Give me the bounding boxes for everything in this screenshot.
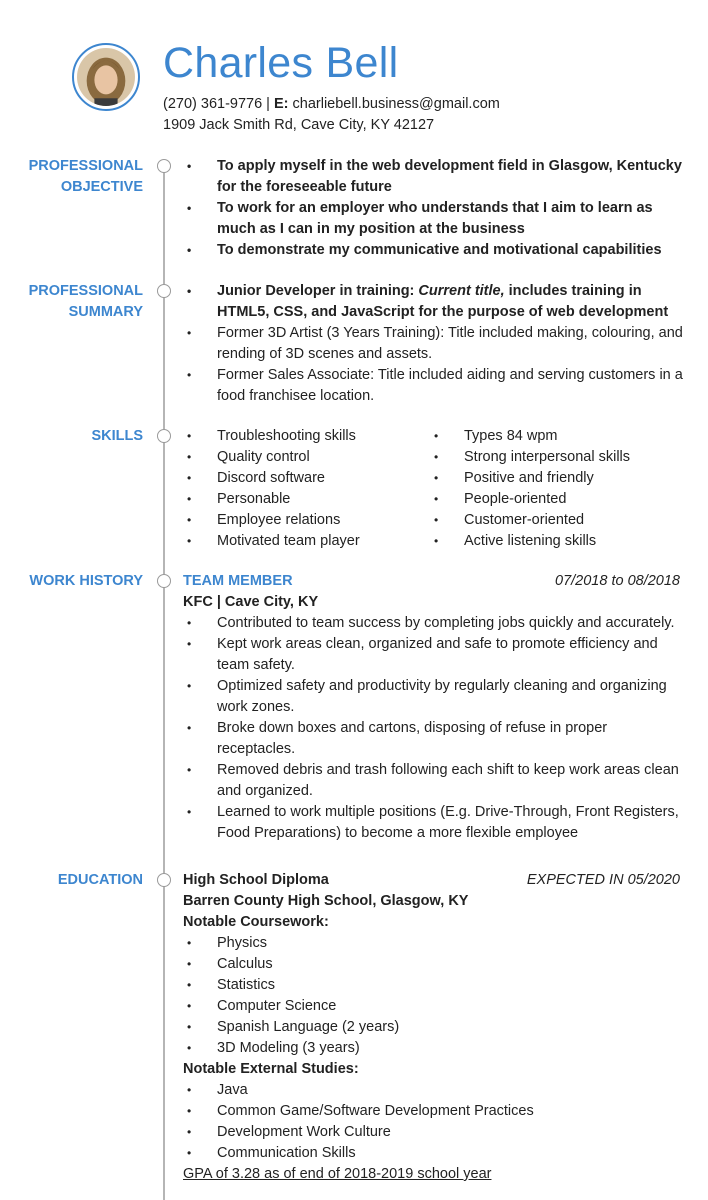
job-header [183,571,680,592]
list-item: • Positive and friendly [430,468,680,489]
work-duties-list [183,613,680,844]
timeline-node-skills [157,429,171,443]
section-label-education: EDUCATION [57,872,143,888]
list-item: • To work for an employer who understands that I aim to learn as much as I can in my position at the business [183,198,683,240]
label-line: OBJECTIVE [60,179,143,195]
label-line: PROFESSIONAL [28,283,143,299]
summary-current-title: Current title, [418,283,505,299]
coursework-heading: Notable Coursework: [183,914,329,930]
section-label-objective [29,156,143,198]
list-item: • Motivated team player [183,531,433,552]
expected-date: EXPECTED IN 05/2020 [526,872,680,888]
education-header [183,870,680,891]
label-line: PROFESSIONAL [28,158,143,174]
coursework-list [183,933,680,1059]
list-item: • Troubleshooting skills [183,426,433,447]
email-address[interactable]: charliebell.business@gmail.com [288,96,500,112]
employer: KFC | Cave City, KY [183,594,319,610]
job-title: TEAM MEMBER [183,573,293,589]
summary-role-desc: includes training in HTML5, CSS, and JavaScript for the purpose of web development [217,283,669,320]
contact-phone-email [163,96,500,112]
list-item: • Former 3D Artist (3 Years Training): Title included making, colouring, and rending of 3D scenes and assets. [183,323,683,365]
school: Barren County High School, Glasgow, KY [183,893,469,909]
skills-content [183,426,683,556]
list-item: • Java [183,1080,680,1101]
list-item: • Strong interpersonal skills [430,447,680,468]
external-studies-list [183,1080,680,1164]
education-content [183,870,680,1185]
timeline-node-work [157,574,171,588]
work-content [183,571,680,844]
list-item: • Learned to work multiple positions (E.g. Drive-Through, Front Registers, Food Preparations) to become a more flexible employee [183,802,680,844]
summary-list [183,281,683,407]
list-item: • Communication Skills [183,1143,680,1164]
list-item: • Former Sales Associate: Title included aiding and serving customers in a food franchisee location. [183,365,683,407]
list-item: • Computer Science [183,996,680,1017]
skills-right-list [430,426,680,552]
list-item [183,281,683,323]
list-item: • Customer-oriented [430,510,680,531]
list-item: • Broke down boxes and cartons, disposing of refuse in proper receptacles. [183,718,680,760]
list-item: • Personable [183,489,433,510]
list-item: • Common Game/Software Development Practices [183,1101,680,1122]
profile-photo-image [77,48,135,106]
candidate-name: Charles Bell [163,39,399,87]
list-item: • Development Work Culture [183,1122,680,1143]
skills-left-list [183,426,433,552]
summary-content [183,281,683,407]
section-label-skills: SKILLS [91,428,143,444]
list-item: • Discord software [183,468,433,489]
list-item: • Kept work areas clean, organized and safe to promote efficiency and team safety. [183,634,680,676]
list-item: • Physics [183,933,680,954]
section-label-work: WORK HISTORY [29,573,143,589]
email-label: E: [273,96,289,112]
degree: High School Diploma [183,872,329,888]
list-item: • Employee relations [183,510,433,531]
list-item: • Quality control [183,447,433,468]
timeline-line [163,166,165,1200]
list-item: • Removed debris and trash following each shift to keep work areas clean and organized. [183,760,680,802]
list-item: • Contributed to team success by completing jobs quickly and accurately. [183,613,680,634]
summary-role: Junior Developer in training: [217,283,419,299]
gpa: GPA of 3.28 as of end of 2018-2019 school year [183,1166,492,1182]
section-label-summary [29,281,143,323]
objective-list [183,156,683,261]
label-line: SUMMARY [68,304,143,320]
list-item: • To apply myself in the web development field in Glasgow, Kentucky for the foreseeable future [183,156,683,198]
list-item: • Statistics [183,975,680,996]
list-item: • Spanish Language (2 years) [183,1017,680,1038]
address: 1909 Jack Smith Rd, Cave City, KY 42127 [163,117,435,133]
list-item: • People-oriented [430,489,680,510]
list-item: • Active listening skills [430,531,680,552]
external-studies-heading: Notable External Studies: [183,1061,359,1077]
list-item: • Types 84 wpm [430,426,680,447]
list-item: • 3D Modeling (3 years) [183,1038,680,1059]
objective-content [183,156,683,261]
list-item: • Optimized safety and productivity by regularly cleaning and organizing work zones. [183,676,680,718]
timeline-node-summary [157,284,171,298]
list-item: • To demonstrate my communicative and motivational capabilities [183,240,683,261]
phone-number: (270) 361-9776 | [163,96,274,112]
list-item: • Calculus [183,954,680,975]
timeline-node-education [157,873,171,887]
timeline-node-objective [157,159,171,173]
profile-photo [72,43,140,111]
job-dates: 07/2018 to 08/2018 [555,573,680,589]
